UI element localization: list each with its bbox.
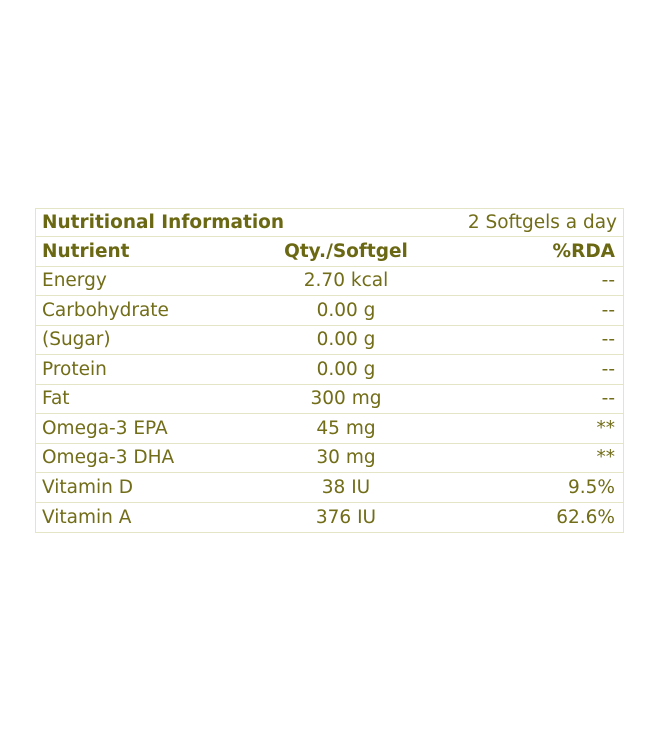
rda-cell: ** [596, 417, 615, 439]
nutrient-cell: Protein [42, 358, 107, 380]
table-row [36, 473, 623, 503]
nutrient-cell: Omega-3 EPA [42, 417, 168, 439]
nutrient-column-header: Nutrient [42, 240, 130, 262]
qty-cell: 2.70 kcal [303, 270, 389, 292]
rda-cell: -- [601, 358, 615, 380]
qty-cell: 0.00 g [316, 299, 376, 321]
table-title-row [36, 209, 623, 237]
table-row [36, 385, 623, 415]
dosage-text: 2 Softgels a day [467, 212, 617, 233]
qty-cell: 0.00 g [316, 358, 376, 380]
table-title: Nutritional Information [42, 212, 285, 233]
qty-cell: 0.00 g [316, 329, 376, 351]
nutrient-cell: Vitamin A [42, 506, 132, 528]
qty-cell: 45 mg [316, 417, 376, 439]
table-row [36, 503, 623, 533]
rda-cell: -- [601, 329, 615, 351]
nutrient-cell: Omega-3 DHA [42, 447, 175, 469]
qty-column-header: Qty./Softgel [284, 240, 408, 262]
nutrient-cell: Vitamin D [42, 476, 133, 498]
qty-cell: 38 IU [321, 476, 371, 498]
table-row [36, 296, 623, 326]
table-row [36, 355, 623, 385]
table-row [36, 414, 623, 444]
nutrient-cell: Energy [42, 270, 107, 292]
column-header-row [36, 237, 623, 267]
nutrient-cell: (Sugar) [42, 329, 111, 351]
rda-cell: 62.6% [556, 506, 615, 528]
rda-cell: 9.5% [568, 476, 615, 498]
qty-cell: 300 mg [310, 388, 382, 410]
nutrient-cell: Carbohydrate [42, 299, 169, 321]
rda-cell: -- [601, 299, 615, 321]
table-row [36, 326, 623, 356]
qty-cell: 30 mg [316, 447, 376, 469]
nutrient-cell: Fat [42, 388, 70, 410]
table-row [36, 444, 623, 474]
rda-cell: ** [596, 447, 615, 469]
table-row [36, 267, 623, 297]
rda-cell: -- [601, 388, 615, 410]
rda-column-header: %RDA [552, 240, 615, 262]
qty-cell: 376 IU [315, 506, 377, 528]
nutrition-table [35, 208, 624, 533]
rda-cell: -- [601, 270, 615, 292]
